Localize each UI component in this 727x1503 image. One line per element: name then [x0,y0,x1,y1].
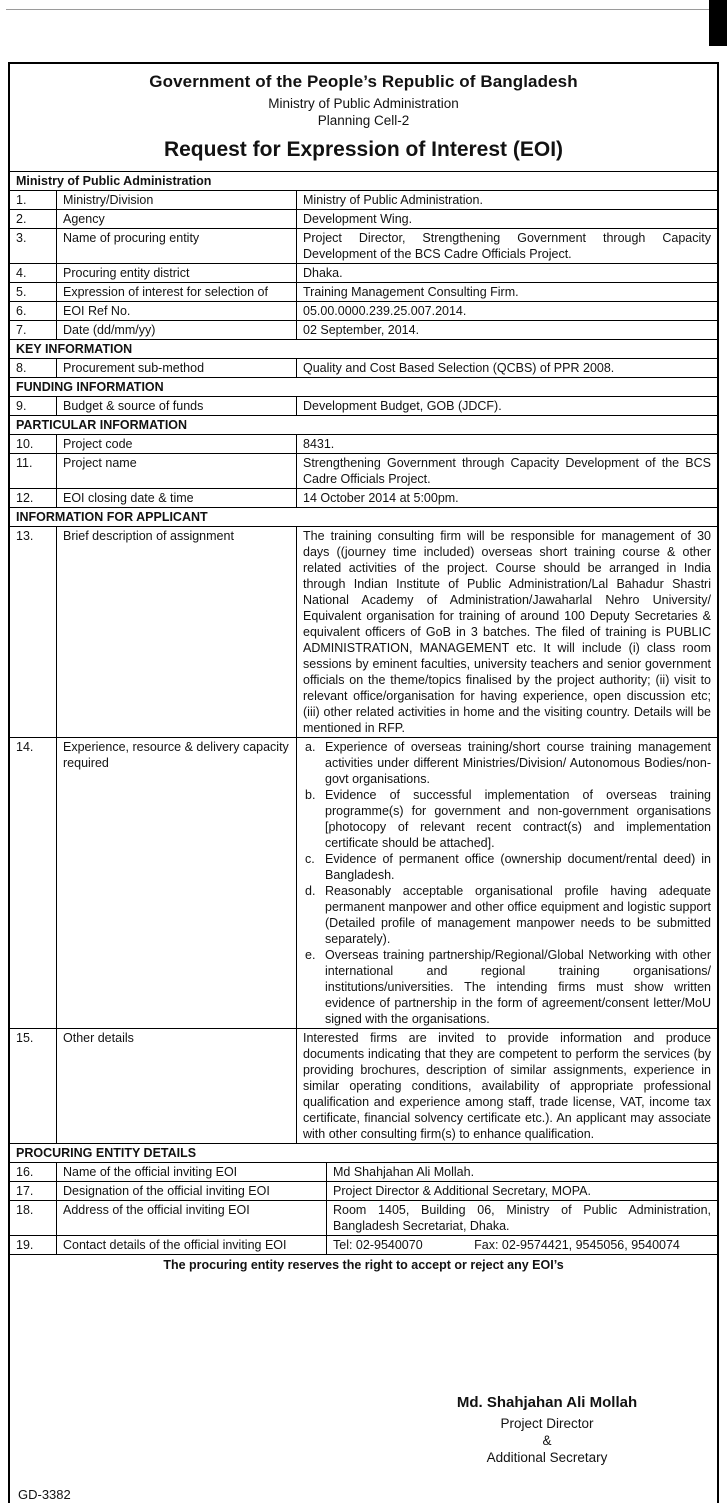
table-row [10,738,717,1029]
table-row [10,454,717,489]
row-value: 14 October 2014 at 5:00pm. [303,491,459,505]
row-value: Project Director, Strengthening Government through Capacity Development of the BCS Cadre Officials Project. [303,231,711,261]
row-number: 5. [10,283,57,301]
table-row [10,1236,717,1255]
table-row [10,359,717,378]
row-label: Contact details of the official inviting EOI [57,1236,327,1254]
list-item-marker: b. [305,788,316,802]
row-label: Name of the official inviting EOI [57,1163,327,1181]
row-number: 18. [10,1201,57,1235]
table-row [10,1201,717,1236]
row-value: Training Management Consulting Firm. [303,285,519,299]
row-value: 02 September, 2014. [303,323,420,337]
row-label: Designation of the official inviting EOI [57,1182,327,1200]
eoi-document [8,62,719,1503]
row-number: 16. [10,1163,57,1181]
table-row [10,191,717,210]
row-value: 05.00.0000.239.25.007.2014. [303,304,467,318]
list-item [303,947,711,1027]
row-number: 14. [10,738,57,1028]
row-label: Procuring entity district [57,264,297,282]
row-value: 8431. [303,437,335,451]
signatory-role-2: Additional Secretary [486,1450,608,1465]
row-value: Room 1405, Building 06, Ministry of Public Administration, Bangladesh Secretariat, Dhaka. [333,1203,711,1233]
row-number: 10. [10,435,57,453]
row-value-list [297,738,717,1028]
row-label: Expression of interest for selection of [57,283,297,301]
table-row [10,489,717,508]
signatory-name: Md. Shahjahan Ali Mollah [456,1394,638,1411]
section-header-particular-information: PARTICULAR INFORMATION [10,416,717,435]
table-row [10,1029,717,1144]
reserve-rights-note: The procuring entity reserves the right to accept or reject any EOI’s [163,1258,564,1272]
row-label: EOI closing date & time [57,489,297,507]
row-value: The training consulting firm will be responsible for management of 30 days ((journey time included) overseas short training course & other related activities of the project. Course should be arranged in India through Indian Institute of Public Administration/Lal Bahadur Shastri National Academy of Administration/Jawaharlal Nehro University/ Equivalent organisation for training of around 100 Deputy Secretaries & equivalent officers of GoB in 3 batches. The filed of training is PUBLIC ADMINISTRATION, MANAGEMENT etc. It will include (i) class room sessions by eminent faculties, university teachers and senior government officials on the theme/topics finalised by the project authority; (ii) visit to relevant office/organisation for having experience, open discussion etc; (iii) other related activities in home and the visiting country. Details will be mentioned in RFP. [303,529,711,735]
section-header-information-for-applicant: INFORMATION FOR APPLICANT [10,508,717,527]
list-item-text: Reasonably acceptable organisational profile having adequate permanent manpower and other office equipment and logistic support (Detailed profile of management manpower needs to be submitted separately). [325,884,711,946]
table-row [10,397,717,416]
row-label: Date (dd/mm/yy) [57,321,297,339]
list-item-text: Evidence of permanent office (ownership document/rental deed) in Bangladesh. [325,852,711,882]
row-number: 9. [10,397,57,415]
list-item-marker: a. [305,740,316,754]
row-label: Budget & source of funds [57,397,297,415]
row-label: Brief description of assignment [57,527,297,737]
row-number: 19. [10,1236,57,1254]
row-label: Ministry/Division [57,191,297,209]
table-row [10,210,717,229]
planning-cell-subtitle: Planning Cell-2 [317,113,410,128]
row-value [327,1236,717,1254]
eoi-table [10,171,717,1276]
row-label: Experience, resource & delivery capacity required [57,738,297,1028]
table-row [10,435,717,454]
row-label: EOI Ref No. [57,302,297,320]
government-title: Government of the People’s Republic of Bangladesh [149,72,578,91]
row-number: 15. [10,1029,57,1143]
table-row [10,1182,717,1201]
table-row [10,302,717,321]
row-number: 3. [10,229,57,263]
list-item-text: Experience of overseas training/short course training management activities under different Ministries/Division/ Autonomous Bodies/non-govt organisations. [325,740,711,786]
row-value: Md Shahjahan Ali Mollah. [333,1165,475,1179]
row-value: Quality and Cost Based Selection (QCBS) of PPR 2008. [303,361,615,375]
list-item [303,787,711,851]
document-title: Request for Expression of Interest (EOI) [163,138,564,161]
list-item-marker: d. [305,884,316,898]
row-number: 12. [10,489,57,507]
row-label: Other details [57,1029,297,1143]
signatory-role-1: Project Director [500,1416,594,1431]
signature-block [422,1394,672,1466]
list-item-text: Overseas training partnership/Regional/Global Networking with other international and regional training organisations/ institutions/universities. The intending firms must show written evidence of partnership in the form of agreement/consent letter/MoU signed with the organisations. [325,948,711,1026]
row-number: 4. [10,264,57,282]
section-header-funding-information: FUNDING INFORMATION [10,378,717,397]
ministry-subtitle: Ministry of Public Administration [268,96,459,111]
list-item [303,883,711,947]
fax-number: Fax: 02-9574421, 9545056, 9540074 [474,1238,680,1252]
row-number: 17. [10,1182,57,1200]
row-label: Project code [57,435,297,453]
list-item [303,851,711,883]
row-value: Development Budget, GOB (JDCF). [303,399,502,413]
row-number: 2. [10,210,57,228]
table-row [10,283,717,302]
table-row [10,321,717,340]
row-number: 1. [10,191,57,209]
row-value: Strengthening Government through Capacity Development of the BCS Cadre Officials Project. [303,456,711,486]
list-item [303,739,711,787]
row-value: Ministry of Public Administration. [303,193,483,207]
table-row [10,1163,717,1182]
list-item-marker: e. [305,948,316,962]
section-header-key-information: KEY INFORMATION [10,340,717,359]
row-label: Agency [57,210,297,228]
section-header-procuring-entity-details: PROCURING ENTITY DETAILS [10,1144,717,1163]
row-number: 11. [10,454,57,488]
telephone-number: Tel: 02-9540070 [333,1238,423,1252]
table-row [10,527,717,738]
row-number: 13. [10,527,57,737]
row-label: Name of procuring entity [57,229,297,263]
masthead-rule [6,9,710,10]
row-number: 6. [10,302,57,320]
table-row [10,264,717,283]
row-value: Development Wing. [303,212,413,226]
list-item-text: Evidence of successful implementation of overseas training programme(s) for government and non-government organisations [photocopy of relevant recent contract(s) and implementation certificate should be attached]. [325,788,711,850]
row-label: Project name [57,454,297,488]
row-number: 7. [10,321,57,339]
row-number: 8. [10,359,57,377]
section-header-ministry: Ministry of Public Administration [10,172,717,191]
row-value: Dhaka. [303,266,343,280]
row-label: Procurement sub-method [57,359,297,377]
row-value: Project Director & Additional Secretary, MOPA. [333,1184,591,1198]
gd-reference-code: GD-3382 [18,1487,71,1502]
table-row [10,229,717,264]
document-header [10,64,717,162]
row-label: Address of the official inviting EOI [57,1201,327,1235]
signatory-ampersand: & [542,1433,552,1448]
row-value: Interested firms are invited to provide information and produce documents indicating that they are competent to perform the services (by providing brochures, description of similar assignments, experience in similar operating conditions, availability of appropriate professional qualification and experience among staff, trade license, VAT, income tax certificate, financial solvency certificate etc.). An applicant may associate with other consulting firm(s) to enhance qualification. [303,1031,711,1141]
list-item-marker: c. [305,852,315,866]
page-corner-mark [709,0,727,46]
